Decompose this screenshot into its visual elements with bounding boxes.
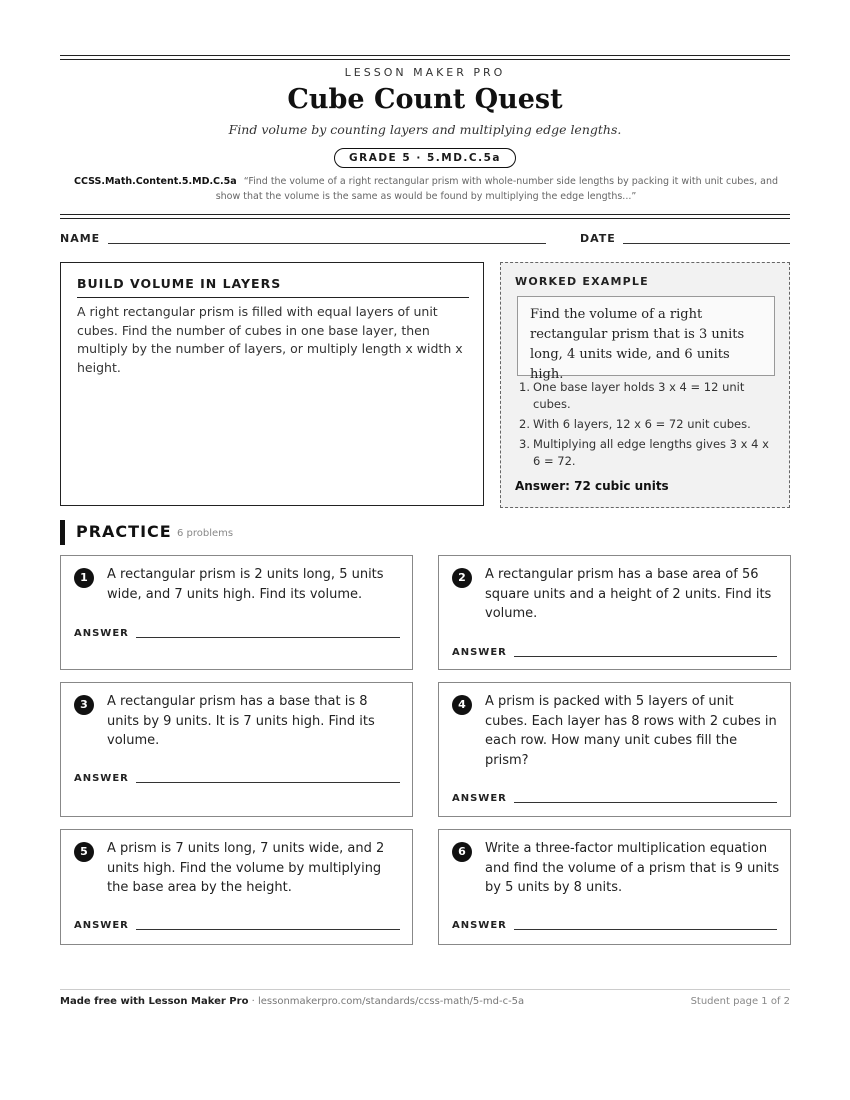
date-label: DATE [580, 232, 616, 245]
answer-field[interactable] [514, 656, 777, 657]
problem-number-badge: 5 [74, 842, 94, 862]
answer-label: ANSWER [74, 920, 129, 931]
problem-number-badge: 6 [452, 842, 472, 862]
worked-example-title: WORKED EXAMPLE [515, 275, 649, 288]
worked-step: 2. With 6 layers, 12 x 6 = 72 unit cubes. [519, 417, 751, 431]
worked-example-answer: Answer: 72 cubic units [515, 479, 669, 493]
answer-field[interactable] [136, 782, 400, 783]
worksheet-subtitle: Find volume by counting layers and multiplying edge lengths. [228, 122, 622, 137]
answer-label: ANSWER [74, 773, 129, 784]
problem-text: A rectangular prism has a base area of 56 square units and a height of 2 units. Find its volume. [485, 567, 772, 621]
build-volume-text: A right rectangular prism is filled with equal layers of unit cubes. Find the number of cubes in one base layer, then multiply by the number of layers, or multiply length x width x height. [77, 304, 463, 375]
answer-field[interactable] [514, 802, 777, 803]
answer-field[interactable] [136, 637, 400, 638]
problem-number-badge: 4 [452, 695, 472, 715]
footer-made-with: Made free with Lesson Maker Pro [60, 996, 249, 1007]
practice-accent-bar [60, 520, 65, 545]
name-label: NAME [60, 232, 101, 245]
footer-divider [60, 989, 790, 990]
worked-example-steps [513, 379, 775, 473]
standard-code: CCSS.Math.Content.5.MD.C.5a [73, 176, 237, 187]
answer-label: ANSWER [452, 920, 507, 931]
date-field[interactable] [623, 243, 790, 244]
name-field[interactable] [108, 243, 546, 244]
grade-badge: GRADE 5 · 5.MD.C.5a [334, 148, 516, 168]
problem-text: A rectangular prism is 2 units long, 5 units wide, and 7 units high. Find its volume. [107, 567, 384, 602]
build-volume-box [60, 262, 484, 506]
practice-title: PRACTICE [76, 522, 172, 541]
problem-number-badge: 3 [74, 695, 94, 715]
worked-step: 3. Multiplying all edge lengths gives 3 x 4 x 6 = 72. [519, 437, 769, 468]
answer-label: ANSWER [74, 628, 129, 639]
problem-card-6 [438, 829, 791, 945]
footer-page-number: Student page 1 of 2 [690, 996, 790, 1007]
practice-count: 6 problems [177, 528, 234, 539]
build-volume-title: BUILD VOLUME IN LAYERS [77, 276, 282, 291]
header-bottom-rule [60, 214, 790, 219]
standard-text: “Find the volume of a right rectangular prism with whole-number side lengths by packing it with unit cubes, and show that the volume is the same as would be found by multiplying the edge lengths...” [215, 176, 779, 202]
problem-card-2 [438, 555, 791, 670]
top-double-rule [60, 55, 790, 60]
brand-name: LESSON MAKER PRO [344, 66, 506, 79]
footer-credit [60, 996, 524, 1007]
standard-citation [70, 174, 782, 204]
worked-example-problem: Find the volume of a right rectangular prism that is 3 units long, 4 units wide, and 6 units high. [517, 296, 775, 376]
worked-example-box [500, 262, 790, 508]
problem-card-3 [60, 682, 413, 817]
worked-step: 1. One base layer holds 3 x 4 = 12 unit cubes. [519, 380, 745, 411]
build-volume-divider [77, 297, 469, 298]
problem-text: A rectangular prism has a base that is 8 units by 9 units. It is 7 units high. Find its volume. [107, 694, 375, 748]
problem-text: Write a three-factor multiplication equation and find the volume of a prism that is 9 units by 5 units by 8 units. [485, 841, 780, 895]
problem-text: A prism is 7 units long, 7 units wide, and 2 units high. Find the volume by multiplying the base area by the height. [107, 841, 385, 895]
answer-label: ANSWER [452, 647, 507, 658]
problem-card-1 [60, 555, 413, 670]
problem-number-badge: 1 [74, 568, 94, 588]
answer-label: ANSWER [452, 793, 507, 804]
worksheet-title: Cube Count Quest [287, 84, 563, 115]
problem-card-4 [438, 682, 791, 817]
problem-card-5 [60, 829, 413, 945]
answer-field[interactable] [136, 929, 400, 930]
problem-number-badge: 2 [452, 568, 472, 588]
footer-url[interactable]: · lessonmakerpro.com/standards/ccss-math/5-md-c-5a [251, 996, 525, 1007]
answer-field[interactable] [514, 929, 777, 930]
problem-text: A prism is packed with 5 layers of unit cubes. Each layer has 8 rows with 2 cubes in each row. How many unit cubes fill the prism? [485, 694, 777, 768]
